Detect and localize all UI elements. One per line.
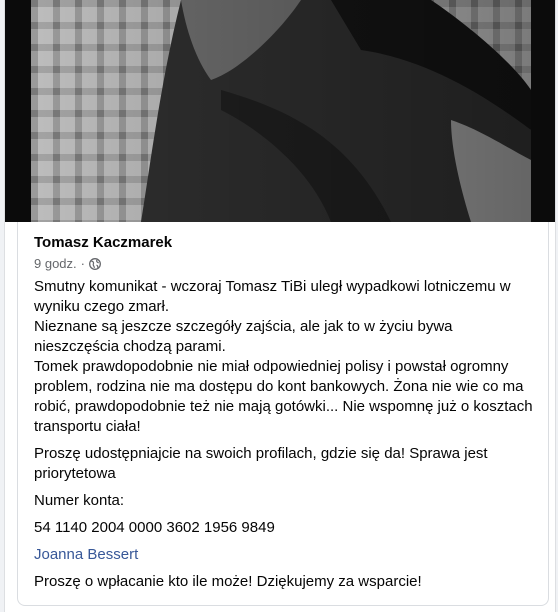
globe-icon[interactable] (89, 258, 101, 270)
post-line: Smutny komunikat - wczoraj Tomasz TiBi uległ wypadkowi lotniczemu w wyniku czego zmarł. (34, 278, 511, 315)
post-meta (34, 256, 101, 271)
post-line: Nieznane są jeszcze szczegóły zajścia, ale jak to w życiu bywa nieszczęścia chodzą parami. (34, 318, 453, 355)
post-line: Tomek prawdopodobnie nie miał odpowiedniej polisy i powstał ogromny problem, rodzina nie ma dostępu do kont bankowych. Żona nie wie co ma robić, prawdopodobnie też nie mają gotówki... Nie wspomnę już o kosztach transportu ciała! (34, 358, 533, 435)
post-photo-frame (5, 0, 556, 222)
post-content (17, 222, 549, 606)
tagged-user-link[interactable]: Joanna Bessert (34, 546, 139, 563)
meta-separator: · (80, 256, 85, 271)
account-number: 54 1140 2004 0000 3602 1956 9849 (34, 519, 275, 536)
share-request: Proszę udostępniajcie na swoich profilach, gdzie się da! Sprawa jest priorytetowa (34, 445, 488, 482)
post-text (34, 277, 538, 592)
author-name[interactable]: Tomasz Kaczmarek (34, 234, 173, 251)
closing-text: Proszę o wpłacanie kto ile może! Dziękujemy za wsparcie! (34, 573, 422, 590)
post-time[interactable]: 9 godz. (34, 256, 77, 271)
account-label: Numer konta: (34, 492, 125, 509)
photo-image (31, 0, 531, 222)
post-photo[interactable] (31, 0, 531, 222)
post-card (4, 0, 556, 612)
